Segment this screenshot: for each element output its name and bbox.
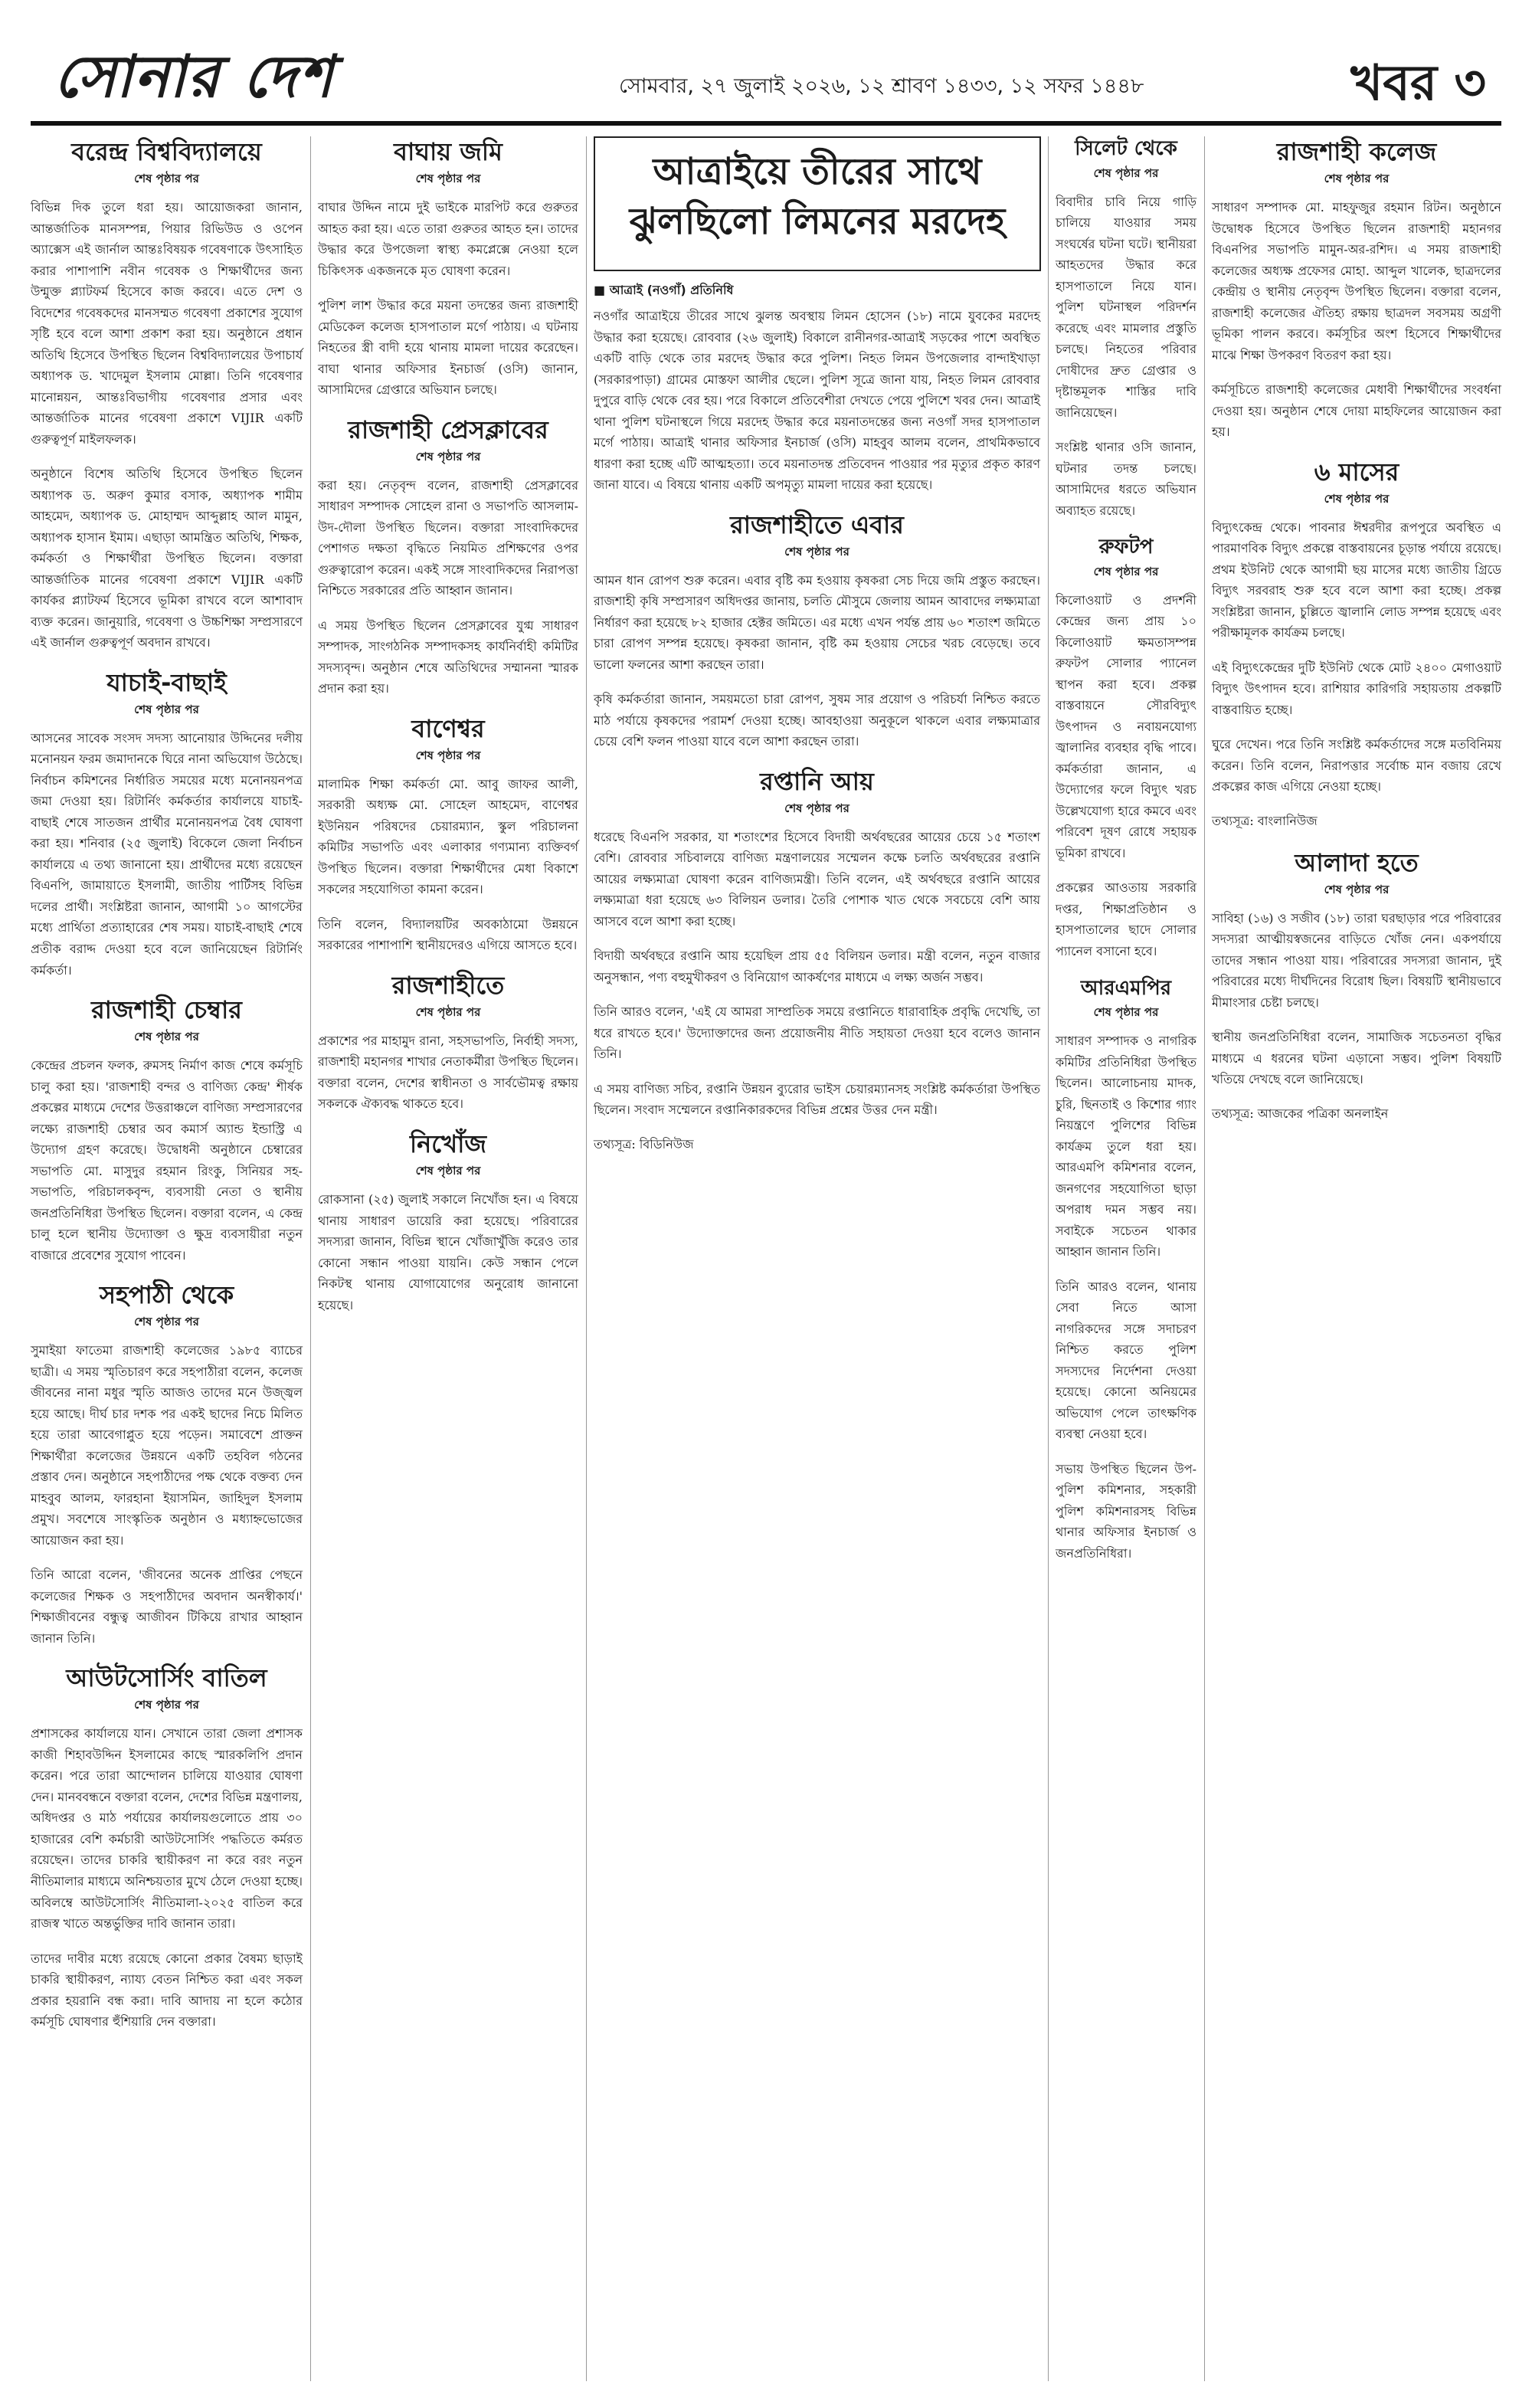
story-headline: বাঘায় জমি — [394, 137, 502, 166]
story-headline: রুফটপ — [1098, 536, 1154, 559]
continued-label: শেষ পৃষ্ঠার পর — [784, 544, 849, 559]
continued-label: শেষ পৃষ্ঠার পর — [415, 172, 481, 185]
story-headline: যাচাই-বাছাই — [106, 667, 227, 697]
story-headline: নিখোঁজ — [409, 1129, 487, 1158]
story-headline: সিলেট থেকে — [1075, 137, 1177, 160]
lead-body: নওগাঁর আত্রাইয়ে তীরের সাথে ঝুলন্ত অবস্থায় লিমন হোসেন (১৮) নামে যুবকের মরদেহ উদ্ধার করা হয়েছে। রোববার (২৬ জুলাই) বিকালে রানীনগর-আত্রাই সড়কের পাশে অবস্থিত একটি বাড়ি থেকে তার মরদেহ উদ্ধার করে পুলিশ। নিহত লিমন উপজেলার বান্দাইখাড়া (সরকারপাড়া) গ্রামের মোস্তফা আলীর ছেলে। পুলিশ সূত্রে জানা যায়, নিহত লিমন রোববার দুপুরে বাড়ি থেকে বের হয়। পরে বিকালে প্রতিবেশীরা দেখতে পেয়ে পুলিশে খবর দেন। আত্রাই থানা পুলিশ ঘটনাস্থলে গিয়ে মরদেহ উদ্ধার করে ময়নাতদন্তের জন্য নওগাঁ সদর হাসপাতাল মর্গে পাঠায়। আত্রাই থানার অফিসার ইনচার্জ (ওসি) মাহবুব আলম বলেন, প্রাথমিকভাবে ধারণা করা হচ্ছে এটি আত্মহত্যা। তবে ময়নাতদন্ত প্রতিবেদন পাওয়ার পর মৃত্যুর প্রকৃত কারণ জানা যাবে। এ বিষয়ে থানায় একটি অপমৃত্যু মামলা দায়ের করা হয়েছে। — [594, 309, 1040, 493]
story-headline: ৬ মাসের — [1314, 457, 1399, 487]
continued-label: শেষ পৃষ্ঠার পর — [784, 801, 849, 815]
issue-date: সোমবার, ২৭ জুলাই ২০২৬, ১২ শ্রাবণ ১৪৩৩, ১২ সফর ১৪৪৮ — [619, 74, 1144, 98]
story-headline: বাণেশ্বর — [411, 713, 485, 743]
column-2 — [318, 136, 578, 1329]
source-credit: তথ্যসূত্র: বিডিনিউজ — [594, 1136, 694, 1152]
continued-label: শেষ পৃষ্ঠার পর — [1324, 172, 1390, 185]
continued-label: শেষ পৃষ্ঠার পর — [415, 1163, 481, 1178]
story-body: প্রকল্পের আওতায় সরকারি দপ্তর, শিক্ষাপ্রতিষ্ঠান ও হাসপাতালের ছাদে সোলার প্যানেল বসানো হবে। — [1056, 880, 1196, 958]
continued-label: শেষ পৃষ্ঠার পর — [1093, 165, 1159, 180]
lead-headline-box — [594, 136, 1041, 271]
source-credit: তথ্যসূত্র: বাংলানিউজ — [1212, 813, 1318, 828]
story-body: তিনি আরও বলেন, 'এই যে আমরা সাম্প্রতিক সময়ে রপ্তানিতে ধারাবাহিক প্রবৃদ্ধি দেখেছি, তা ধরে রাখতে হবে।' উদ্যোক্তাদের জন্য প্রয়োজনীয় নীতি সহায়তা দেওয়া হবে বলেও জানান তিনি। — [594, 1004, 1040, 1062]
masthead-divider — [31, 121, 1501, 126]
story-body: এ সময় উপস্থিত ছিলেন প্রেসক্লাবের যুগ্ম সাধারণ সম্পাদক, সাংগঠনিক সম্পাদকসহ কার্যনির্বাহী কমিটির সদস্যবৃন্দ। অনুষ্ঠান শেষে অতিথিদের সম্মাননা স্মারক প্রদান করা হয়। — [318, 618, 578, 696]
continued-label: শেষ পৃষ্ঠার পর — [415, 449, 481, 464]
column-3 — [594, 277, 1040, 1171]
story-body: এ সময় বাণিজ্য সচিব, রপ্তানি উন্নয়ন ব্যুরোর ভাইস চেয়ারম্যানসহ সংশ্লিষ্ট কর্মকর্তারা উপস্থিত ছিলেন। সংবাদ সম্মেলনে রপ্তানিকারকদের বিভিন্ন প্রশ্নের উত্তর দেন মন্ত্রী। — [594, 1081, 1040, 1118]
story-body: তিনি আরো বলেন, 'জীবনের অনেক প্রাপ্তির পেছনে কলেজের শিক্ষক ও সহপাঠীদের অবদান অনস্বীকার্য।' শিক্ষাজীবনের বন্ধুত্ব আজীবন টিকিয়ে রাখার আহ্বান জানান তিনি। — [31, 1568, 303, 1646]
continued-label: শেষ পৃষ্ঠার পর — [134, 172, 199, 185]
story-body: সুমাইয়া ফাতেমা রাজশাহী কলেজের ১৯৮৫ ব্যাচের ছাত্রী। এ সময় স্মৃতিচারণ করে সহপাঠীরা বলেন, কলেজ জীবনের নানা মধুর স্মৃতি আজও তাদের মনে উজ্জ্বল হয়ে আছে। দীর্ঘ চার দশক পর একই ছাদের নিচে মিলিত হয়ে তারা আবেগাপ্লুত হয়ে পড়েন। সমাবেশে প্রাক্তন শিক্ষার্থীরা কলেজের উন্নয়নে একটি তহবিল গঠনের প্রস্তাব দেন। অনুষ্ঠানে সহপাঠীদের পক্ষ থেকে বক্তব্য দেন মাহবুব আলম, ফারহানা ইয়াসমিন, জাহিদুল ইসলাম প্রমুখ। সবশেষে সাংস্কৃতিক অনুষ্ঠান ও মধ্যাহ্নভোজের আয়োজন করা হয়। — [31, 1343, 303, 1548]
story-headline: রাজশাহী কলেজ — [1276, 137, 1437, 166]
column-divider — [586, 136, 587, 2381]
story-headline: আলাদা হতে — [1295, 847, 1419, 877]
continued-label: শেষ পৃষ্ঠার পর — [134, 1698, 199, 1712]
story-headline: সহপাঠী থেকে — [99, 1280, 234, 1310]
story-body: এই বিদ্যুৎকেন্দ্রের দুটি ইউনিট থেকে মোট ২৪০০ মেগাওয়াট বিদ্যুৎ উৎপাদন হবে। রাশিয়ার কারিগরি সহায়তায় প্রকল্পটি বাস্তবায়িত হচ্ছে। — [1212, 660, 1501, 717]
story-body: বিবাদীর চাবি নিয়ে গাড়ি চালিয়ে যাওয়ার সময় সংঘর্ষের ঘটনা ঘটে। স্থানীয়রা আহতদের উদ্ধার করে হাসপাতালে নিয়ে যান। পুলিশ ঘটনাস্থল পরিদর্শন করেছে এবং মামলার প্রস্তুতি চলছে। নিহতের পরিবার দোষীদের দ্রুত গ্রেপ্তার ও দৃষ্টান্তমূলক শাস্তির দাবি জানিয়েছেন। — [1056, 194, 1196, 420]
story-body: সাবিহা (১৬) ও সজীব (১৮) তারা ঘরছাড়ার পরে পরিবারের সদস্যরা আত্মীয়স্বজনের বাড়িতে খোঁজ নেন। একপর্যায়ে তাদের সন্ধান পাওয়া যায়। পরিবারের সদস্যরা জানান, দুই পরিবারের মধ্যে দীর্ঘদিনের বিরোধ ছিল। বিষয়টি স্থানীয়ভাবে মীমাংসার চেষ্টা চলছে। — [1212, 910, 1501, 1010]
column-divider — [310, 136, 311, 2381]
story-headline: রাজশাহী প্রেসক্লাবের — [348, 414, 548, 444]
story-body: আসনের সাবেক সংসদ সদস্য আনোয়ার উদ্দিনের দলীয় মনোনয়ন ফরম জমাদানকে ঘিরে নানা অভিযোগ উঠেছে। নির্বাচন কমিশনের নির্ধারিত সময়ের মধ্যে মনোনয়নপত্র জমা দেওয়া হয়। রিটার্নিং কর্মকর্তার কার্যালয়ে যাচাই-বাছাই শেষে সাতজন প্রার্থীর মনোনয়নপত্র বৈধ ঘোষণা করা হয়। শনিবার (২৫ জুলাই) বিকেলে জেলা নির্বাচন কার্যালয়ে এ তথ্য জানানো হয়। প্রার্থীদের মধ্যে রয়েছেন বিএনপি, জামায়াতে ইসলামী, জাতীয় পার্টিসহ বিভিন্ন দলের প্রার্থী। সংশ্লিষ্টরা জানান, আগামী ১০ আগস্টের মধ্যে প্রার্থিতা প্রত্যাহারের শেষ সময়। যাচাই-বাছাই শেষে প্রতীক বরাদ্দ দেওয়া হবে বলে জানিয়েছেন রিটার্নিং কর্মকর্তা। — [31, 730, 303, 978]
continued-label: শেষ পৃষ্ঠার পর — [134, 1315, 199, 1329]
story-headline: রাজশাহী চেম্বার — [91, 995, 242, 1025]
story-body: তিনি বলেন, বিদ্যালয়টির অবকাঠামো উন্নয়নে সরকারের পাশাপাশি স্থানীয়দেরও এগিয়ে আসতে হবে। — [318, 916, 578, 953]
story-body: আমন ধান রোপণ শুরু করেন। এবার বৃষ্টি কম হওয়ায় কৃষকরা সেচ দিয়ে জমি প্রস্তুত করছেন। রাজশাহী কৃষি সম্প্রসারণ অধিদপ্তর জানায়, চলতি মৌসুমে জেলায় আমন আবাদের লক্ষ্যমাত্রা নির্ধারণ করা হয়েছে ৮২ হাজার হেক্টর জমিতে। এর মধ্যে এখন পর্যন্ত প্রায় ৬০ শতাংশ জমিতে চারা রোপণ সম্পন্ন হয়েছে। কৃষকরা জানান, বৃষ্টি কম হওয়ায় সেচের খরচ বেড়েছে। তবে ভালো ফলনের আশা করছেন তারা। — [594, 572, 1040, 672]
story-headline: রাজশাহীতে — [391, 970, 505, 1000]
story-body: সাধারণ সম্পাদক ও নাগরিক কমিটির প্রতিনিধিরা উপস্থিত ছিলেন। আলোচনায় মাদক, চুরি, ছিনতাই ও কিশোর গ্যাং নিয়ন্ত্রণে পুলিশের বিভিন্ন কার্যক্রম তুলে ধরা হয়। আরএমপি কমিশনার বলেন, জনগণের সহযোগিতা ছাড়া অপরাধ দমন সম্ভব নয়। সবাইকে সচেতন থাকার আহ্বান জানান তিনি। — [1056, 1034, 1196, 1260]
story-body: সংশ্লিষ্ট থানার ওসি জানান, ঘটনার তদন্ত চলছে। আসামিদের ধরতে অভিযান অব্যাহত রয়েছে। — [1056, 440, 1196, 518]
story-headline: বরেন্দ্র বিশ্ববিদ্যালয়ে — [71, 137, 262, 166]
story-body: করা হয়। নেতৃবৃন্দ বলেন, রাজশাহী প্রেসক্লাবের সাধারণ সম্পাদক সোহেল রানা ও সভাপতি আসলাম-উদ-দৌলা উপস্থিত ছিলেন। বক্তারা সাংবাদিকদের পেশাগত দক্ষতা বৃদ্ধিতে নিয়মিত প্রশিক্ষণের ওপর গুরুত্বারোপ করেন। একই সঙ্গে সাংবাদিকদের নিরাপত্তা নিশ্চিতে সরকারের প্রতি আহ্বান জানান। — [318, 477, 578, 598]
story-body: তিনি আরও বলেন, থানায় সেবা নিতে আসা নাগরিকদের সঙ্গে সদাচরণ নিশ্চিত করতে পুলিশ সদস্যদের নির্দেশনা দেওয়া হয়েছে। কোনো অনিয়মের অভিযোগ পেলে তাৎক্ষণিক ব্যবস্থা নেওয়া হবে। — [1056, 1279, 1196, 1442]
column-divider — [1048, 136, 1049, 2381]
column-5 — [1212, 136, 1501, 1140]
story-body: প্রকাশের পর মাহামুদ রানা, সহসভাপতি, নির্বাহী সদস্য, রাজশাহী মহানগর শাখার নেতাকর্মীরা উপস্থিত ছিলেন। বক্তারা বলেন, দেশের স্বাধীনতা ও সার্বভৌমত্ব রক্ষায় সকলকে ঐক্যবদ্ধ থাকতে হবে। — [318, 1033, 578, 1112]
story-body: প্রশাসকের কার্যালয়ে যান। সেখানে তারা জেলা প্রশাসক কাজী শিহাবউদ্দিন ইসলামের কাছে স্মারকলিপি প্রদান করেন। পরে তারা আন্দোলন চালিয়ে যাওয়ার ঘোষণা দেন। মানববন্ধনে বক্তারা বলেন, দেশের বিভিন্ন মন্ত্রণালয়, অধিদপ্তর ও মাঠ পর্যায়ের কার্যালয়গুলোতে প্রায় ৩০ হাজারের বেশি কর্মচারী আউটসোর্সিং পদ্ধতিতে কর্মরত রয়েছেন। তাদের চাকরি স্থায়ীকরণ না করে বরং নতুন নীতিমালার মাধ্যমে অনিশ্চয়তার মুখে ঠেলে দেওয়া হচ্ছে। অবিলম্বে আউটসোর্সিং নীতিমালা-২০২৫ বাতিল করে রাজস্ব খাতে অন্তর্ভুক্তির দাবি জানান তারা। — [31, 1726, 303, 1931]
story-headline: রপ্তানি আয় — [760, 766, 874, 796]
story-body: মালামিক শিক্ষা কর্মকর্তা মো. আবু জাফর আলী, সরকারী অধ্যক্ষ মো. সোহেল আহমেদ, বাণেশ্বর ইউনিয়ন পরিষদের চেয়ারম্যান, স্কুল পরিচালনা কমিটির সভাপতি এবং এলাকার গণ্যমান্য ব্যক্তিবর্গ উপস্থিত ছিলেন। বক্তারা শিক্ষার্থীদের মেধা বিকাশে সকলের সহযোগিতা কামনা করেন। — [318, 776, 578, 897]
column-1 — [31, 136, 303, 2046]
column-divider — [1204, 136, 1205, 2381]
continued-label: শেষ পৃষ্ঠার পর — [1093, 1005, 1159, 1019]
continued-label: শেষ পৃষ্ঠার পর — [1093, 564, 1159, 578]
story-body: স্থানীয় জনপ্রতিনিধিরা বলেন, সামাজিক সচেতনতা বৃদ্ধির মাধ্যমে এ ধরনের ঘটনা এড়ানো সম্ভব। পুলিশ বিষয়টি খতিয়ে দেখছে বলে জানিয়েছে। — [1212, 1030, 1501, 1087]
section-label: খবর ৩ — [1350, 55, 1486, 112]
story-body: কেন্দ্রের প্রচলন ফলক, রুমসহ নির্মাণ কাজ শেষে কর্মসূচি চালু করা হয়। 'রাজশাহী বন্দর ও বাণিজ্য কেন্দ্র' শীর্ষক প্রকল্পের মাধ্যমে দেশের উত্তরাঞ্চলে বাণিজ্য সম্প্রসারণের লক্ষ্যে রাজশাহী চেম্বার অব কমার্স অ্যান্ড ইন্ডাস্ট্রি এ উদ্যোগ গ্রহণ করেছে। উদ্বোধনী অনুষ্ঠানে চেম্বারের সভাপতি মো. মাসুদুর রহমান রিংকু, সিনিয়র সহ-সভাপতি, পরিচালকবৃন্দ, ব্যবসায়ী নেতা ও স্থানীয় জনপ্রতিনিধিরা উপস্থিত ছিলেন। বক্তারা বলেন, এ কেন্দ্র চালু হলে স্থানীয় উদ্যোক্তা ও ক্ষুদ্র ব্যবসায়ীরা নতুন বাজারে প্রবেশের সুযোগ পাবেন। — [31, 1058, 303, 1263]
lead-byline: ■ আত্রাই (নওগাঁ) প্রতিনিধি — [594, 283, 734, 297]
continued-label: শেষ পৃষ্ঠার পর — [1324, 491, 1390, 506]
newspaper-title: সোনার দেশ — [54, 42, 335, 110]
story-body: বিদায়ী অর্থবছরে রপ্তানি আয় হয়েছিল প্রায় ৫৫ বিলিয়ন ডলার। মন্ত্রী বলেন, নতুন বাজার অনুসন্ধান, পণ্য বহুমুখীকরণ ও বিনিয়োগ আকর্ষণের মাধ্যমে এ লক্ষ্য অর্জন সম্ভব। — [594, 948, 1040, 984]
story-headline: আরএমপির — [1080, 976, 1172, 1000]
lead-headline: আত্রাইয়ে তীরের সাথে ঝুলছিলো লিমনের মরদেহ — [629, 150, 1006, 243]
story-body: সাধারণ সম্পাদক মো. মাহফুজুর রহমান রিটন। অনুষ্ঠানে উদ্বোধক হিসেবে উপস্থিত ছিলেন রাজশাহী মহানগর বিএনপির সভাপতি মামুন-অর-রশিদ। এ সময় রাজশাহী কলেজের অধ্যক্ষ প্রফেসর মোহা. আব্দুল খালেক, ছাত্রদলের কেন্দ্রীয় ও স্থানীয় নেতৃবৃন্দ উপস্থিত ছিলেন। বক্তারা বলেন, রাজশাহী কলেজের ঐতিহ্য রক্ষায় ছাত্রদল সবসময় অগ্রণী ভূমিকা পালন করবে। কর্মসূচির অংশ হিসেবে শিক্ষার্থীদের মাঝে শিক্ষা উপকরণ বিতরণ করা হয়। — [1212, 200, 1501, 362]
continued-label: শেষ পৃষ্ঠার পর — [415, 748, 481, 762]
source-credit: তথ্যসূত্র: আজকের পত্রিকা অনলাইন — [1212, 1106, 1389, 1121]
story-body: অনুষ্ঠানে বিশেষ অতিথি হিসেবে উপস্থিত ছিলেন অধ্যাপক ড. অরুণ কুমার বসাক, অধ্যাপক শামীম আহমেদ, অধ্যাপক ড. মোহাম্মদ আব্দুল্লাহ আল মামুন, অধ্যাপক হাসান ইমাম। এছাড়া আমন্ত্রিত অতিথি, শিক্ষক, কর্মকর্তা ও শিক্ষার্থীরা উপস্থিত ছিলেন। বক্তারা আন্তর্জাতিক মানের গবেষণা প্রকাশে VIJIR একটি কার্যকর প্ল্যাটফর্ম হিসেবে ভূমিকা রাখবে বলে আশাবাদ ব্যক্ত করেন। জানুয়ারি, গবেষণা ও উচ্চশিক্ষা সম্প্রসারণে এই জার্নাল গুরুত্বপূর্ণ অবদান রাখবে। — [31, 467, 303, 650]
story-body: কিলোওয়াট ও প্রদর্শনী কেন্দ্রের জন্য প্রায় ১০ কিলোওয়াট ক্ষমতাসম্পন্ন রুফটপ সোলার প্যানেল স্থাপন করা হবে। প্রকল্প বাস্তবায়নে সৌরবিদ্যুৎ উৎপাদন ও নবায়নযোগ্য জ্বালানির ব্যবহার বৃদ্ধি পাবে। কর্মকর্তারা জানান, এ উদ্যোগের ফলে বিদ্যুৎ খরচ উল্লেখযোগ্য হারে কমবে এবং পরিবেশ দূষণ রোধে সহায়ক ভূমিকা রাখবে। — [1056, 592, 1196, 860]
story-body: পুলিশ লাশ উদ্ধার করে ময়না তদন্তের জন্য রাজশাহী মেডিকেল কলেজ হাসপাতাল মর্গে পাঠায়। এ ঘটনায় নিহতের স্ত্রী বাদী হয়ে থানায় মামলা দায়ের করেছেন। বাঘা থানার অফিসার ইনচার্জ (ওসি) জানান, আসামিদের গ্রেপ্তারে অভিযান চলছে। — [318, 298, 578, 398]
story-body: রোকসানা (২৫) জুলাই সকালে নিখোঁজ হন। এ বিষয়ে থানায় সাধারণ ডায়েরি করা হয়েছে। পরিবারের সদস্যরা জানান, বিভিন্ন স্থানে খোঁজাখুঁজি করেও তার কোনো সন্ধান পাওয়া যায়নি। কেউ সন্ধান পেলে নিকটস্থ থানায় যোগাযোগের অনুরোধ জানানো হয়েছে। — [318, 1191, 578, 1312]
story-body: ঘুরে দেখেন। পরে তিনি সংশ্লিষ্ট কর্মকর্তাদের সঙ্গে মতবিনিময় করেন। তিনি বলেন, নিরাপত্তার সর্বোচ্চ মান বজায় রেখে প্রকল্পের কাজ এগিয়ে নেওয়া হচ্ছে। — [1212, 737, 1501, 794]
story-body: সভায় উপস্থিত ছিলেন উপ-পুলিশ কমিশনার, সহকারী পুলিশ কমিশনারসহ বিভিন্ন থানার অফিসার ইনচার্জ ও জনপ্রতিনিধিরা। — [1056, 1461, 1196, 1561]
story-body: বাঘার উদ্দিন নামে দুই ভাইকে মারপিট করে গুরুতর আহত করা হয়। এতে তারা গুরুতর আহত হন। তাদের উদ্ধার করে উপজেলা স্বাস্থ্য কমপ্লেক্সে নেওয়া হলে চিকিৎসক একজনকে মৃত ঘোষণা করেন। — [318, 200, 578, 278]
continued-label: শেষ পৃষ্ঠার পর — [415, 1004, 481, 1019]
story-body: তাদের দাবীর মধ্যে রয়েছে কোনো প্রকার বৈষম্য ছাড়াই চাকরি স্থায়ীকরণ, ন্যায্য বেতন নিশ্চিত করা এবং সকল প্রকার হয়রানি বন্ধ করা। দাবি আদায় না হলে কঠোর কর্মসূচি ঘোষণার হুঁশিয়ারি দেন বক্তারা। — [31, 1951, 303, 2030]
story-body: কৃষি কর্মকর্তারা জানান, সময়মতো চারা রোপণ, সুষম সার প্রয়োগ ও পরিচর্যা নিশ্চিত করতে মাঠ পর্যায়ে কৃষকদের পরামর্শ দেওয়া হচ্ছে। আবহাওয়া অনুকূলে থাকলে এবার লক্ষ্যমাত্রার চেয়ে বেশি ফলন পাওয়া যাবে বলে আশা করছেন তারা। — [594, 692, 1040, 749]
story-body: ধরেছে বিএনপি সরকার, যা শতাংশের হিসেবে বিদায়ী অর্থবছরের আয়ের চেয়ে ১৫ শতাংশ বেশি। রোববার সচিবালয়ে বাণিজ্য মন্ত্রণালয়ের সম্মেলন কক্ষে চলতি অর্থবছরের রপ্তানি আয়ের লক্ষ্যমাত্রা ঘোষণা করেন বাণিজ্যমন্ত্রী। তিনি বলেন, এই অর্থবছরে রপ্তানি আয়ের লক্ষ্যমাত্রা ধরা হয়েছে ৬৩ বিলিয়ন ডলার। তৈরি পোশাক খাত থেকে সবচেয়ে বেশি আয় আসবে বলে আশা করা হচ্ছে। — [594, 829, 1040, 929]
column-4 — [1056, 136, 1196, 1577]
story-body: কর্মসূচিতে রাজশাহী কলেজের মেধাবী শিক্ষার্থীদের সংবর্ধনা দেওয়া হয়। অনুষ্ঠান শেষে দোয়া মাহফিলের আয়োজন করা হয়। — [1212, 382, 1501, 440]
story-headline: আউটসোর্সিং বাতিল — [66, 1663, 267, 1693]
story-body: বিভিন্ন দিক তুলে ধরা হয়। আয়োজকরা জানান, আন্তর্জাতিক মানসম্পন্ন, পিয়ার রিভিউড ও ওপেন অ্যাক্সেস এই জার্নাল আন্তঃবিষয়ক গবেষণাকে উৎসাহিত করার পাশাপাশি নবীন গবেষক ও শিক্ষার্থীদের জন্য উন্মুক্ত প্ল্যাটফর্ম হিসেবে কাজ করবে। এতে দেশ ও বিদেশের গবেষকদের মানসম্মত গবেষণা প্রকাশের সুযোগ সৃষ্টি হবে বলে আশা প্রকাশ করা হয়। অনুষ্ঠানে প্রধান অতিথি হিসেবে উপস্থিত ছিলেন বিশ্ববিদ্যালয়ের উপাচার্য অধ্যাপক ড. খাদেমুল ইসলাম মোল্লা। তিনি গবেষণার মানোন্নয়ন, আন্তঃবিভাগীয় গবেষণার প্রসার এবং আন্তর্জাতিক মানের গবেষণা প্রকাশে VIJIR একটি গুরুত্বপূর্ণ মাইলফলক। — [31, 200, 303, 447]
story-body: বিদ্যুৎকেন্দ্র থেকে। পাবনার ঈশ্বরদীর রূপপুরে অবস্থিত এ পারমাণবিক বিদ্যুৎ প্রকল্পে বাস্তবায়নের চূড়ান্ত পর্যায়ে রয়েছে। প্রথম ইউনিট থেকে আগামী ছয় মাসের মধ্যে জাতীয় গ্রিডে বিদ্যুৎ সরবরাহ শুরু হবে বলে আশা করা হচ্ছে। প্রকল্প সংশ্লিষ্টরা জানান, চুল্লিতে জ্বালানি লোড সম্পন্ন হয়েছে এবং পরীক্ষামূলক কার্যক্রম চলছে। — [1212, 519, 1501, 640]
continued-label: শেষ পৃষ্ঠার পর — [1324, 882, 1390, 896]
continued-label: শেষ পৃষ্ঠার পর — [134, 1030, 199, 1044]
continued-label: শেষ পৃষ্ঠার পর — [134, 702, 199, 716]
masthead — [31, 23, 1501, 123]
story-headline: রাজশাহীতে এবার — [730, 509, 904, 539]
